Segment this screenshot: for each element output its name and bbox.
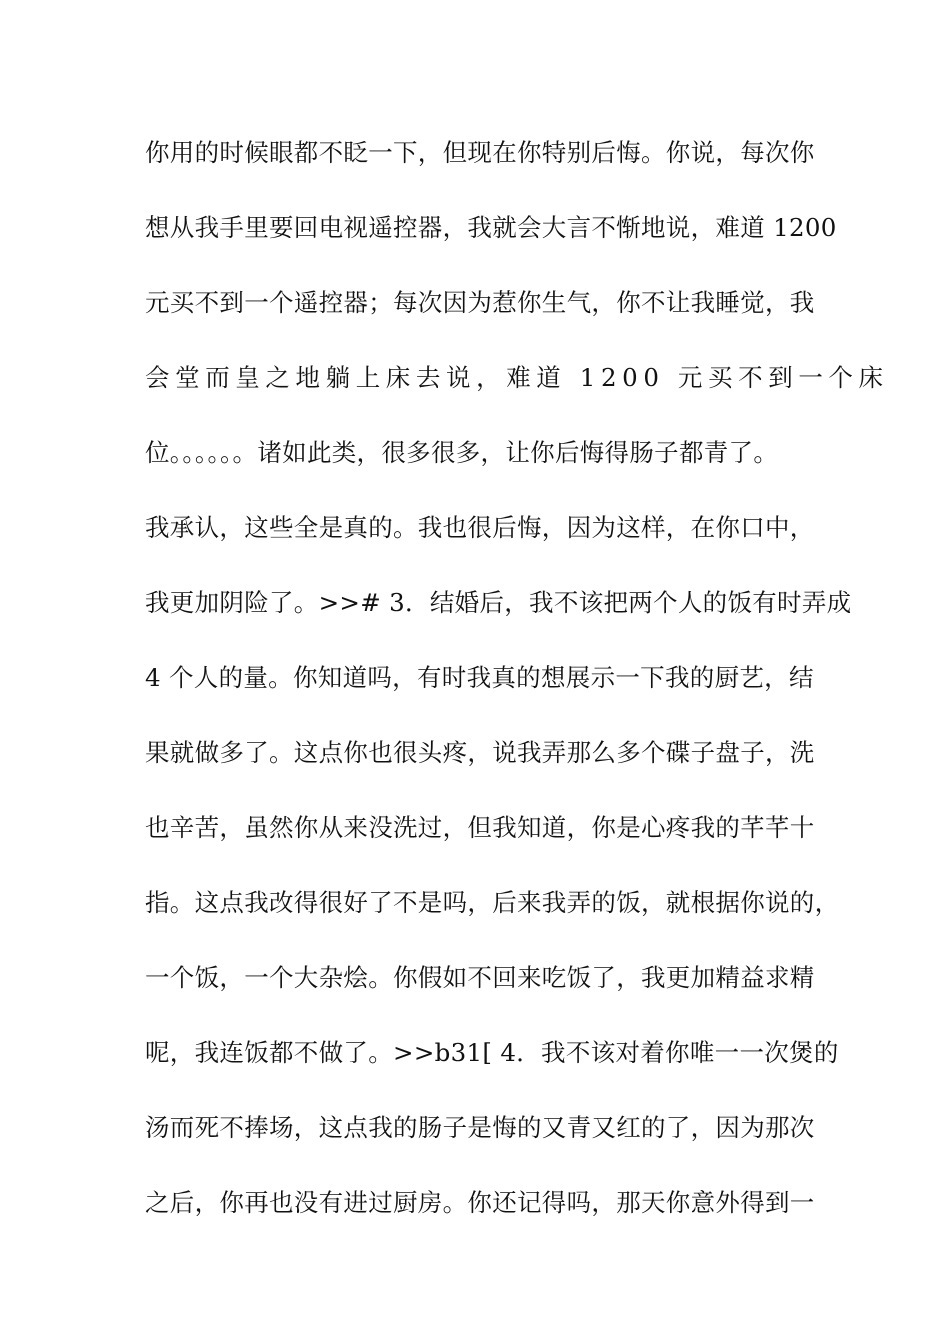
text-line-14: 汤而死不捧场，这点我的肠子是悔的又青又红的了，因为那次: [145, 1113, 815, 1142]
text-line-15: 之后，你再也没有进过厨房。你还记得吗，那天你意外得到一: [145, 1188, 815, 1217]
text-line-9: 果就做多了。这点你也很头疼，说我弄那么多个碟子盘子，洗: [145, 738, 815, 767]
body-text: [145, 130, 889, 1255]
text-line-6: 我承认，这些全是真的。我也很后悔，因为这样，在你口中，: [145, 513, 815, 542]
text-line-12: 一个饭，一个大杂烩。你假如不回来吃饭了，我更加精益求精: [145, 963, 815, 992]
text-line-3: 元买不到一个遥控器；每次因为惹你生气，你不让我睡觉，我: [145, 288, 815, 317]
text-line-2: 想从我手里要回电视遥控器，我就会大言不惭地说，难道 1200: [145, 213, 837, 242]
text-line-13: 呢，我连饭都不做了。>>b31[ 4．我不该对着你唯一一次煲的: [145, 1038, 839, 1067]
text-line-4: 会堂而皇之地躺上床去说，难道 1200 元买不到一个床: [145, 363, 889, 392]
text-line-11: 指。这点我改得很好了不是吗，后来我弄的饭，就根据你说的，: [145, 888, 840, 917]
text-line-10: 也辛苦，虽然你从来没洗过，但我知道，你是心疼我的芊芊十: [145, 813, 815, 842]
text-line-8: 4 个人的量。你知道吗，有时我真的想展示一下我的厨艺，结: [145, 663, 814, 692]
text-line-7: 我更加阴险了。>># 3．结婚后，我不该把两个人的饭有时弄成: [145, 588, 852, 617]
text-line-1: 你用的时候眼都不眨一下，但现在你特别后悔。你说，每次你: [145, 138, 815, 167]
text-line-5: 位。。。。。。诸如此类，很多很多，让你后悔得肠子都青了。: [145, 438, 779, 467]
